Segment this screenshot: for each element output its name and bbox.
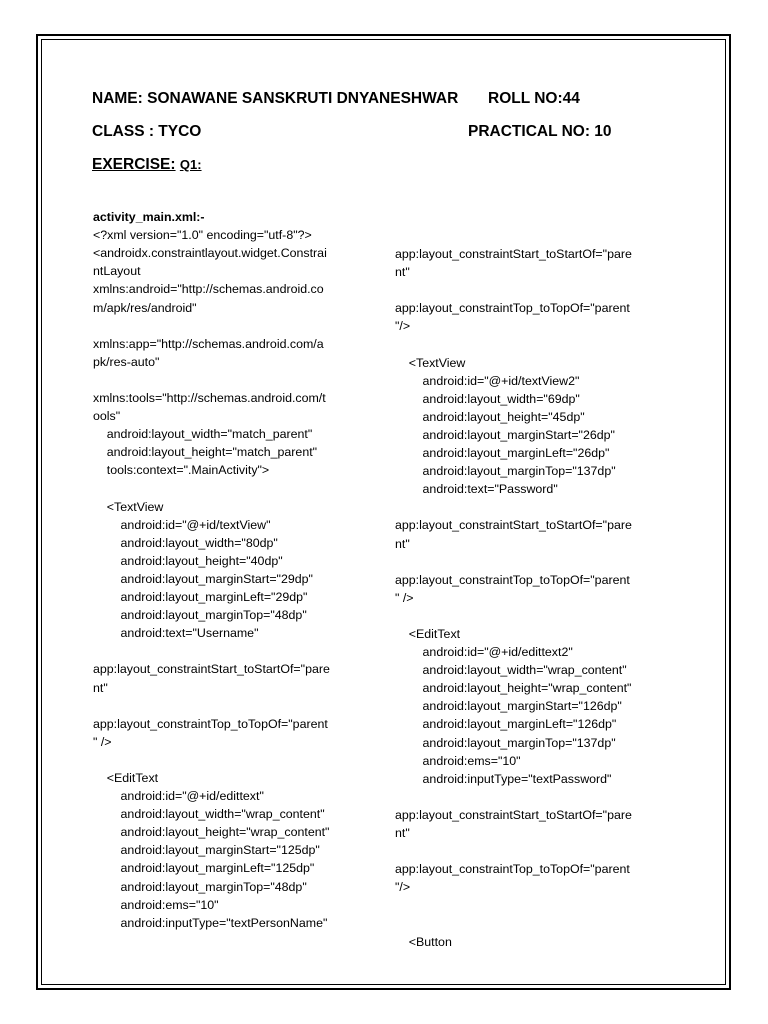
code-line: android:layout_height="match_parent" <box>93 445 318 460</box>
student-name: NAME: SONAWANE SANSKRUTI DNYANESHWAR <box>92 90 459 107</box>
code-line: android:layout_marginLeft="26dp" <box>395 446 610 461</box>
code-line: app:layout_constraintStart_toStartOf="pare <box>395 807 632 822</box>
code-line: android:layout_height="wrap_content" <box>395 681 632 696</box>
code-line: android:inputType="textPersonName" <box>93 915 328 930</box>
code-line <box>93 371 363 389</box>
code-line: android:layout_marginTop="137dp" <box>395 464 616 479</box>
code-line <box>395 553 665 571</box>
code-line: android:layout_marginStart="125dp" <box>93 843 320 858</box>
code-line: android:layout_width="69dp" <box>395 391 580 406</box>
code-line: android:id="@+id/textView" <box>93 517 271 532</box>
code-line: <?xml version="1.0" encoding="utf-8"?> <box>93 228 312 243</box>
code-line: activity_main.xml:- <box>93 210 205 225</box>
code-line: <TextView <box>93 499 164 514</box>
code-line: app:layout_constraintTop_toTopOf="parent <box>395 301 630 316</box>
code-line: app:layout_constraintTop_toTopOf="parent <box>395 572 630 587</box>
code-line: <EditText <box>93 771 159 785</box>
code-line: app:layout_constraintTop_toTopOf="parent <box>395 862 630 877</box>
code-line: android:text="Username" <box>93 626 259 641</box>
code-line: android:layout_marginTop="48dp" <box>93 879 307 894</box>
code-line: tools:context=".MainActivity"> <box>93 463 270 478</box>
practical-number: PRACTICAL NO: 10 <box>468 123 612 140</box>
code-line <box>395 335 665 353</box>
code-line <box>395 498 665 516</box>
code-line: " /> <box>395 590 414 605</box>
code-line: <Button <box>395 934 452 949</box>
code-line: android:layout_width="wrap_content" <box>395 663 627 678</box>
code-line: android:layout_width="80dp" <box>93 535 278 550</box>
code-line: android:layout_marginTop="137dp" <box>395 735 616 750</box>
code-line: app:layout_constraintStart_toStartOf="pare <box>395 247 632 261</box>
code-line: android:layout_marginStart="29dp" <box>93 571 313 586</box>
code-line: xmlns:android="http://schemas.android.co <box>93 282 324 297</box>
exercise-heading <box>92 156 202 174</box>
code-line: android:id="@+id/textView2" <box>395 373 580 388</box>
code-line: app:layout_constraintStart_toStartOf="pare <box>93 662 330 677</box>
code-column-right <box>395 245 665 951</box>
code-line: android:layout_marginLeft="29dp" <box>93 590 308 605</box>
code-line <box>395 607 665 625</box>
code-line: android:layout_marginTop="48dp" <box>93 608 307 623</box>
code-line: android:layout_marginStart="126dp" <box>395 699 622 714</box>
code-line: android:layout_height="45dp" <box>395 409 585 424</box>
code-line: " /> <box>93 734 112 749</box>
code-line: app:layout_constraintTop_toTopOf="parent <box>93 716 328 731</box>
code-line <box>93 190 363 208</box>
code-line: ntLayout <box>93 264 141 279</box>
code-line <box>395 842 665 860</box>
code-line <box>93 317 363 335</box>
code-line: nt" <box>395 265 410 280</box>
code-line: android:layout_width="match_parent" <box>93 427 313 442</box>
code-line: nt" <box>93 680 108 695</box>
code-line <box>395 896 665 914</box>
code-line: ools" <box>93 409 121 424</box>
code-line: <androidx.constraintlayout.widget.Constrai <box>93 246 327 261</box>
code-line <box>395 281 665 299</box>
code-line <box>93 480 363 498</box>
code-line: android:layout_marginLeft="125dp" <box>93 861 315 876</box>
code-line: nt" <box>395 536 410 551</box>
code-line: m/apk/res/android" <box>93 300 197 315</box>
code-line: "/> <box>395 319 411 334</box>
code-line: <TextView <box>395 355 466 370</box>
code-line: xmlns:tools="http://schemas.android.com/t <box>93 391 326 406</box>
code-line: android:text="Password" <box>395 482 558 497</box>
code-line: android:id="@+id/edittext2" <box>395 645 573 660</box>
code-line <box>395 914 665 932</box>
code-line <box>93 751 363 769</box>
code-line: android:layout_height="wrap_content" <box>93 825 330 840</box>
code-line: android:inputType="textPassword" <box>395 771 612 786</box>
code-line: "/> <box>395 880 411 895</box>
code-line: <EditText <box>395 626 461 641</box>
code-column-left <box>93 190 363 932</box>
code-line <box>93 642 363 660</box>
code-line: nt" <box>395 826 410 840</box>
code-line: pk/res-auto" <box>93 354 160 369</box>
exercise-label: EXERCISE: <box>92 156 176 173</box>
code-line: android:layout_height="40dp" <box>93 553 283 568</box>
exercise-question: Q1: <box>179 157 202 172</box>
code-line: android:layout_marginLeft="126dp" <box>395 717 617 732</box>
roll-number: ROLL NO:44 <box>488 90 580 107</box>
code-line <box>395 788 665 806</box>
code-line: android:ems="10" <box>395 753 521 768</box>
code-line: android:id="@+id/edittext" <box>93 789 264 804</box>
class-label: CLASS : TYCO <box>92 123 202 140</box>
code-line: xmlns:app="http://schemas.android.com/a <box>93 336 324 351</box>
code-line: android:layout_width="wrap_content" <box>93 807 325 822</box>
code-line <box>93 697 363 715</box>
code-line: app:layout_constraintStart_toStartOf="pare <box>395 518 632 533</box>
code-line: android:layout_marginStart="26dp" <box>395 427 615 442</box>
code-line: android:ems="10" <box>93 897 219 912</box>
